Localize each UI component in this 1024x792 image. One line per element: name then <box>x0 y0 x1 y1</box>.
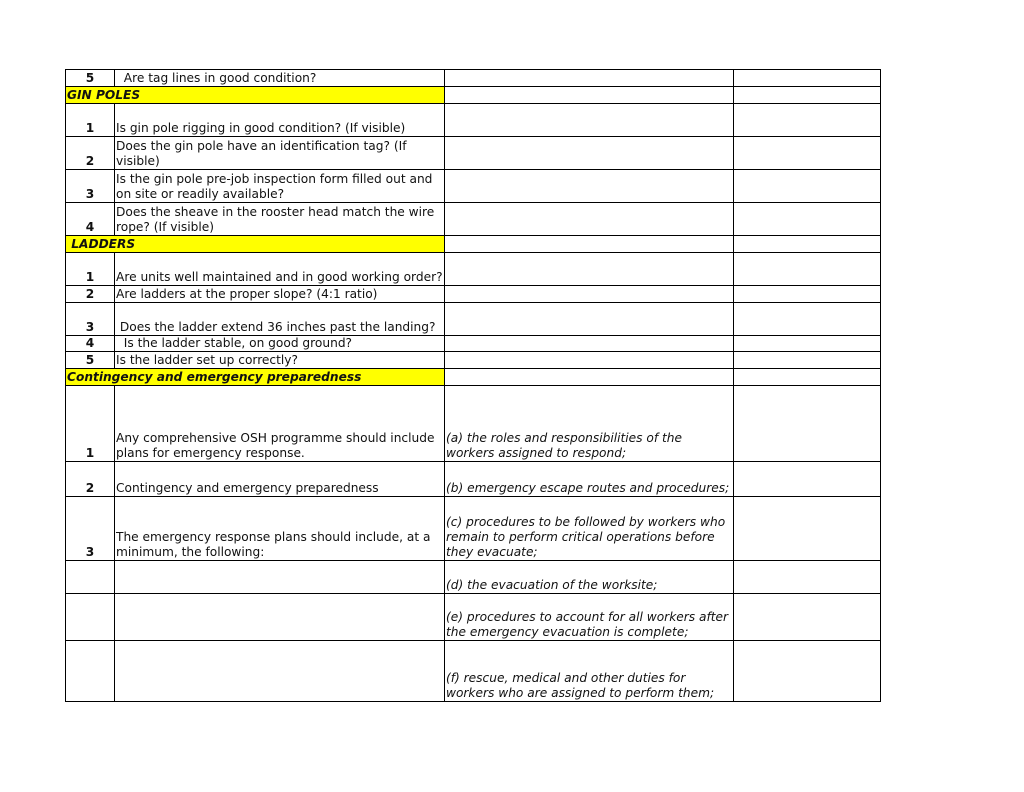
item-number: 2 <box>66 462 115 497</box>
question-text: Any comprehensive OSH programme should include plans for emergency response. <box>115 386 445 462</box>
item-number: 5 <box>66 70 115 87</box>
remarks-cell[interactable] <box>734 170 881 203</box>
item-number: 3 <box>66 303 115 336</box>
item-number: 3 <box>66 497 115 561</box>
remarks-cell[interactable] <box>734 70 881 87</box>
question-text: Is the ladder stable, on good ground? <box>115 336 445 352</box>
item-number: 3 <box>66 170 115 203</box>
item-number: 4 <box>66 203 115 236</box>
answer-cell[interactable]: (e) procedures to account for all workers after the emergency evacuation is complete; <box>445 594 734 641</box>
remarks-cell[interactable] <box>734 137 881 170</box>
answer-cell[interactable] <box>445 170 734 203</box>
remarks-cell[interactable] <box>734 352 881 369</box>
question-text: Is the gin pole pre-job inspection form filled out and on site or readily available? <box>115 170 445 203</box>
remarks-cell[interactable] <box>734 286 881 303</box>
table-row <box>66 561 881 594</box>
remarks-cell[interactable] <box>734 369 881 386</box>
answer-cell[interactable] <box>445 336 734 352</box>
answer-cell[interactable] <box>445 236 734 253</box>
question-text <box>115 561 445 594</box>
question-text: Is the ladder set up correctly? <box>115 352 445 369</box>
table-row <box>66 137 881 170</box>
answer-cell[interactable]: (a) the roles and responsibilities of the workers assigned to respond; <box>445 386 734 462</box>
remarks-cell[interactable] <box>734 236 881 253</box>
item-number: 1 <box>66 104 115 137</box>
answer-cell[interactable] <box>445 87 734 104</box>
table-row <box>66 497 881 561</box>
question-text: Are ladders at the proper slope? (4:1 ratio) <box>115 286 445 303</box>
table-row <box>66 462 881 497</box>
question-text: Is gin pole rigging in good condition? (If visible) <box>115 104 445 137</box>
remarks-cell[interactable] <box>734 386 881 462</box>
answer-cell[interactable] <box>445 104 734 137</box>
answer-cell[interactable] <box>445 70 734 87</box>
remarks-cell[interactable] <box>734 497 881 561</box>
answer-cell[interactable] <box>445 369 734 386</box>
table-row <box>66 170 881 203</box>
item-number: 4 <box>66 336 115 352</box>
remarks-cell[interactable] <box>734 641 881 702</box>
question-text: Contingency and emergency preparedness <box>115 462 445 497</box>
question-text: Does the sheave in the rooster head match the wire rope? (If visible) <box>115 203 445 236</box>
table-row <box>66 70 881 87</box>
answer-cell[interactable]: (c) procedures to be followed by workers who remain to perform critical operations before they evacuate; <box>445 497 734 561</box>
answer-cell[interactable]: (b) emergency escape routes and procedures; <box>445 462 734 497</box>
table-row <box>66 104 881 137</box>
item-number <box>66 561 115 594</box>
item-number <box>66 594 115 641</box>
table-row <box>66 352 881 369</box>
remarks-cell[interactable] <box>734 594 881 641</box>
table-row <box>66 203 881 236</box>
item-number: 1 <box>66 386 115 462</box>
item-number: 2 <box>66 286 115 303</box>
inspection-checklist-table <box>65 69 881 702</box>
answer-cell[interactable] <box>445 253 734 286</box>
section-header-row <box>66 236 881 253</box>
remarks-cell[interactable] <box>734 104 881 137</box>
section-header-row <box>66 369 881 386</box>
table-row <box>66 386 881 462</box>
item-number: 1 <box>66 253 115 286</box>
section-title: Contingency and emergency preparedness <box>66 369 445 386</box>
table-row <box>66 303 881 336</box>
answer-cell[interactable]: (d) the evacuation of the worksite; <box>445 561 734 594</box>
answer-cell[interactable] <box>445 137 734 170</box>
table-body <box>66 70 881 702</box>
remarks-cell[interactable] <box>734 87 881 104</box>
remarks-cell[interactable] <box>734 203 881 236</box>
section-title: GIN POLES <box>66 87 445 104</box>
answer-cell[interactable] <box>445 352 734 369</box>
question-text: Are units well maintained and in good working order? <box>115 253 445 286</box>
item-number: 5 <box>66 352 115 369</box>
question-text: Does the ladder extend 36 inches past the landing? <box>115 303 445 336</box>
item-number: 2 <box>66 137 115 170</box>
answer-cell[interactable] <box>445 286 734 303</box>
item-number <box>66 641 115 702</box>
question-text <box>115 641 445 702</box>
question-text <box>115 594 445 641</box>
remarks-cell[interactable] <box>734 253 881 286</box>
remarks-cell[interactable] <box>734 303 881 336</box>
answer-cell[interactable] <box>445 203 734 236</box>
remarks-cell[interactable] <box>734 462 881 497</box>
table-row <box>66 594 881 641</box>
answer-cell[interactable] <box>445 303 734 336</box>
question-text: Are tag lines in good condition? <box>115 70 445 87</box>
table-row <box>66 336 881 352</box>
remarks-cell[interactable] <box>734 336 881 352</box>
remarks-cell[interactable] <box>734 561 881 594</box>
section-title: LADDERS <box>66 236 445 253</box>
answer-cell[interactable]: (f) rescue, medical and other duties for workers who are assigned to perform them; <box>445 641 734 702</box>
section-header-row <box>66 87 881 104</box>
table-row <box>66 253 881 286</box>
question-text: The emergency response plans should include, at a minimum, the following: <box>115 497 445 561</box>
question-text: Does the gin pole have an identification tag? (If visible) <box>115 137 445 170</box>
table-row <box>66 286 881 303</box>
table-row <box>66 641 881 702</box>
